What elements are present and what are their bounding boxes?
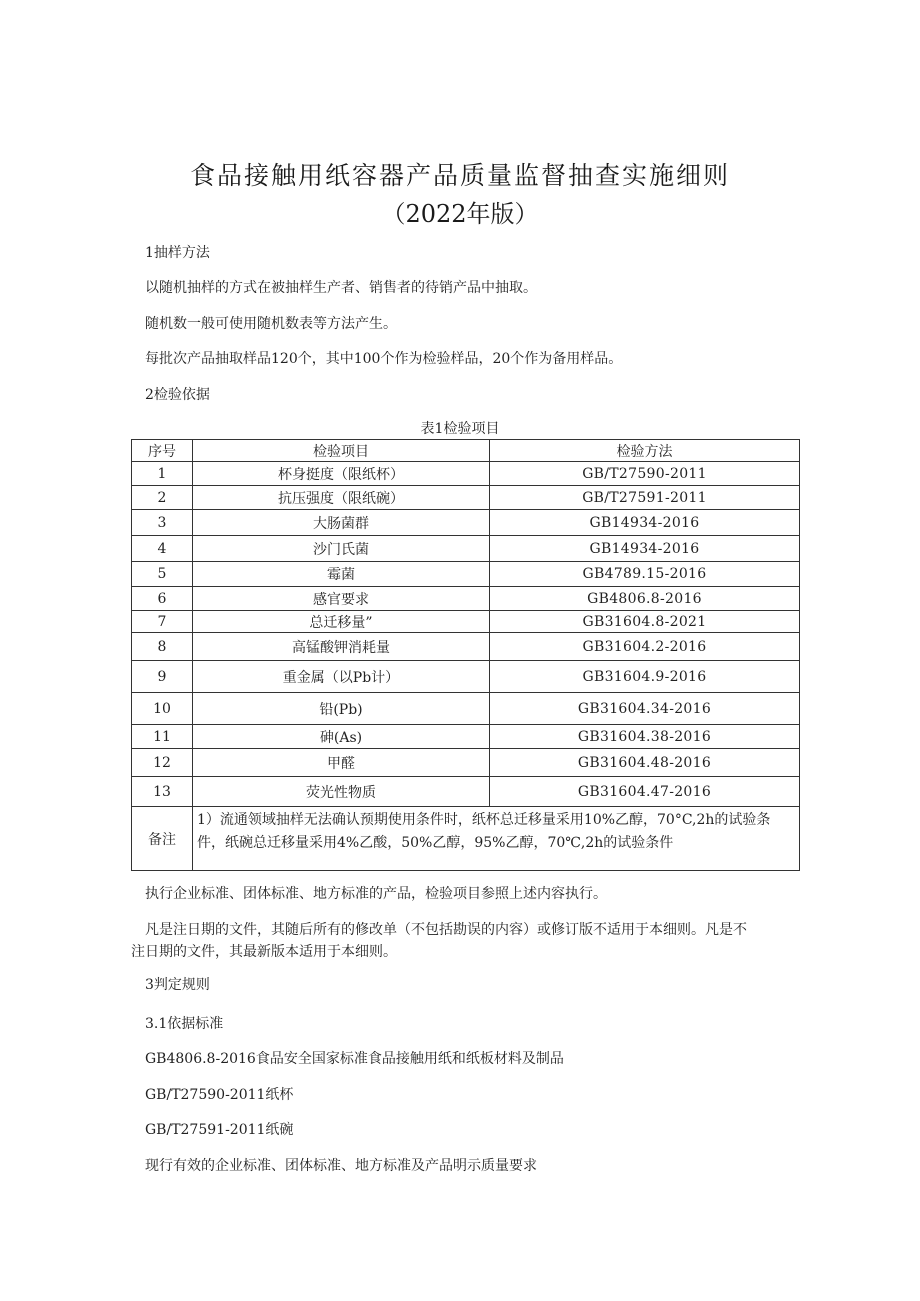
row-number: 13 [132, 777, 193, 807]
test-method: GB14934-2016 [490, 536, 800, 562]
row-number: 5 [132, 562, 193, 587]
paragraph: 每批次产品抽取样品120个，其中100个作为检验样品，20个作为备用样品。 [145, 351, 623, 367]
table-caption: 表1检验项目 [420, 421, 500, 437]
column-header: 检验项目 [193, 440, 490, 462]
row-number: 6 [132, 587, 193, 611]
table-header-row [132, 440, 800, 462]
inspection-item: 砷(As) [193, 725, 490, 749]
table-row [132, 749, 800, 777]
standard-reference: 现行有效的企业标准、团体标准、地方标准及产品明示质量要求 [145, 1158, 537, 1174]
row-number: 8 [132, 633, 193, 661]
row-number: 10 [132, 693, 193, 725]
row-number: 3 [132, 510, 193, 536]
test-method: GB31604.34-2016 [490, 693, 800, 725]
table-row [132, 725, 800, 749]
inspection-item: 重金属（以Pb计） [193, 661, 490, 693]
table-note-row [132, 807, 800, 871]
standard-reference: GB4806.8-2016食品安全国家标准食品接触用纸和纸板材料及制品 [145, 1051, 564, 1067]
standard-reference: GB/T27591-2011纸碗 [145, 1122, 294, 1138]
row-number: 11 [132, 725, 193, 749]
table-row [132, 536, 800, 562]
table-row [132, 587, 800, 611]
test-method: GB/T27590-2011 [490, 462, 800, 486]
inspection-item: 铅(Pb) [193, 693, 490, 725]
table-row [132, 462, 800, 486]
inspection-item: 沙门氏菌 [193, 536, 490, 562]
row-number: 2 [132, 486, 193, 510]
table-row [132, 693, 800, 725]
standard-reference: GB/T27590-2011纸杯 [145, 1087, 294, 1103]
table-row [132, 777, 800, 807]
row-number: 9 [132, 661, 193, 693]
section-2-heading: 2检验依据 [145, 387, 210, 403]
section-3-heading: 3判定规则 [145, 977, 210, 993]
note-label: 备注 [132, 807, 193, 871]
row-number: 4 [132, 536, 193, 562]
test-method: GB/T27591-2011 [490, 486, 800, 510]
document-subtitle: （2022年版） [381, 200, 539, 228]
document-title: 食品接触用纸容器产品质量监督抽查实施细则 [189, 161, 730, 190]
table-row [132, 661, 800, 693]
column-header: 检验方法 [490, 440, 800, 462]
inspection-item: 高锰酸钾消耗量 [193, 633, 490, 661]
test-method: GB31604.48-2016 [490, 749, 800, 777]
table-row [132, 562, 800, 587]
test-method: GB4789.15-2016 [490, 562, 800, 587]
test-method: GB31604.8-2021 [490, 611, 800, 633]
note-text: 1）流通领域抽样无法确认预期使用条件时，纸杯总迁移量采用10%乙醇，70°C,2h的试验条件，纸碗总迁移量采用4%乙酸，50%乙醇，95%乙醇，70℃,2h的试验条件 [193, 807, 800, 871]
table-row [132, 633, 800, 661]
paragraph: 以随机抽样的方式在被抽样生产者、销售者的待销产品中抽取。 [145, 280, 537, 296]
inspection-item: 总迁移量” [193, 611, 490, 633]
row-number: 12 [132, 749, 193, 777]
subsection-heading: 3.1依据标准 [145, 1016, 224, 1032]
test-method: GB4806.8-2016 [490, 587, 800, 611]
inspection-item: 大肠菌群 [193, 510, 490, 536]
paragraph: 凡是注日期的文件，其随后所有的修改单（不包括勘误的内容）或修订版不适用于本细则。凡是不 [145, 922, 747, 938]
paragraph: 执行企业标准、团体标准、地方标准的产品，检验项目参照上述内容执行。 [145, 886, 607, 902]
row-number: 1 [132, 462, 193, 486]
table-row [132, 510, 800, 536]
test-method: GB31604.9-2016 [490, 661, 800, 693]
inspection-item: 荧光性物质 [193, 777, 490, 807]
column-header: 序号 [132, 440, 193, 462]
paragraph: 注日期的文件，其最新版本适用于本细则。 [131, 944, 397, 960]
inspection-item: 感官要求 [193, 587, 490, 611]
table-row [132, 611, 800, 633]
inspection-items-table [131, 439, 800, 871]
test-method: GB14934-2016 [490, 510, 800, 536]
table-row [132, 486, 800, 510]
section-1-heading: 1抽样方法 [145, 245, 210, 261]
inspection-item: 抗压强度（限纸碗） [193, 486, 490, 510]
inspection-item: 甲醛 [193, 749, 490, 777]
paragraph: 随机数一般可使用随机数表等方法产生。 [145, 316, 397, 332]
test-method: GB31604.2-2016 [490, 633, 800, 661]
inspection-item: 霉菌 [193, 562, 490, 587]
test-method: GB31604.38-2016 [490, 725, 800, 749]
row-number: 7 [132, 611, 193, 633]
inspection-item: 杯身挺度（限纸杯） [193, 462, 490, 486]
test-method: GB31604.47-2016 [490, 777, 800, 807]
